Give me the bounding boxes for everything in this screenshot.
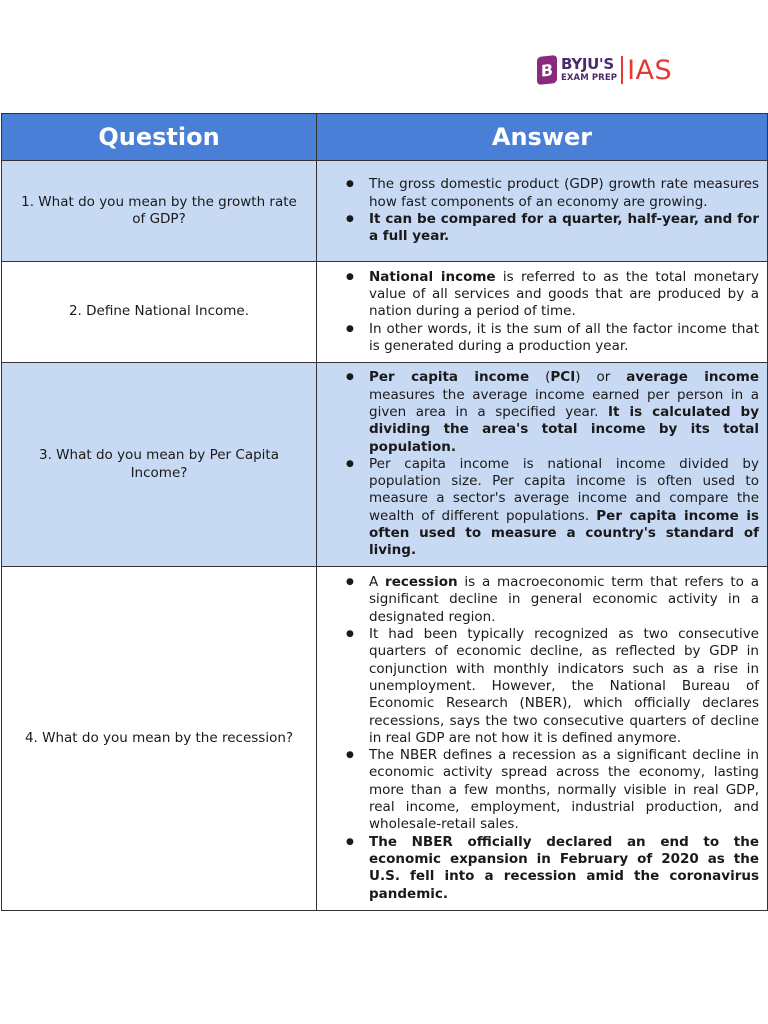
answer-bullet: [369, 834, 759, 903]
answer-bullet: [369, 574, 759, 626]
answer-cell: [317, 262, 768, 363]
answer-header: Answer: [317, 114, 768, 161]
answer-bullet: [369, 747, 759, 833]
answer-text: It had been typically recognized as two consecutive quarters of economic decline, as reflected by GDP in conjunction with monthly indicators such as a rise in unemployment. However, the National Bureau of Economic Research (NBER), which officially declares recessions, says the two consecutive quarters of decline in real GDP are not how it is defined anymore.: [369, 626, 759, 746]
answer-bold-text: The NBER officially declared an end to the economic expansion in February of 2020 as the U.S. fell into a recession amid the coronavirus pandemic.: [369, 833, 759, 902]
logo-subtitle: EXAM PREP: [561, 73, 618, 84]
table-row: [2, 363, 768, 567]
answer-bold-text: National income: [369, 268, 496, 285]
table-row: [2, 567, 768, 911]
question-cell: 2. Define National Income.: [2, 262, 317, 363]
answer-text: The gross domestic product (GDP) growth rate measures how fast components of an economy are growing.: [369, 176, 759, 210]
answer-cell: [317, 161, 768, 262]
answer-bold-text: PCI: [550, 369, 576, 386]
question-cell: 3. What do you mean by Per Capita Income?: [2, 363, 317, 567]
table-row: [2, 161, 768, 262]
answer-text: measures the average income earned per person in a given area in a specified year.: [369, 386, 759, 420]
answer-text: is referred to as the total monetary value of all services and goods that are produced by a nation during a period of time.: [369, 268, 759, 320]
table-header-row: [2, 114, 768, 161]
answer-bullet: [369, 626, 759, 747]
answer-bold-text: It is calculated by dividing the area's total income by its total population.: [369, 403, 759, 455]
table-row: [2, 262, 768, 363]
answer-text: In other words, it is the sum of all the factor income that is generated during a production year.: [369, 320, 759, 354]
answer-bold-text: recession: [385, 574, 458, 591]
answer-text: A: [369, 574, 386, 591]
answer-list: [317, 269, 759, 355]
answer-cell: [317, 363, 768, 567]
logo-ias: IAS: [627, 54, 673, 86]
answer-text: is a macroeconomic term that refers to a significant decline in general economic activity in a designated region.: [369, 574, 759, 625]
answer-text: (: [529, 369, 551, 386]
byjus-ias-logo: [537, 53, 677, 87]
byjus-logo-icon: B: [537, 55, 557, 85]
qa-table: [1, 113, 768, 911]
answer-bold-text: It can be compared for a quarter, half-year, and for a full year.: [369, 211, 759, 245]
logo-brand: BYJU'S: [561, 55, 614, 74]
answer-bullet: [369, 369, 759, 455]
question-cell: 4. What do you mean by the recession?: [2, 567, 317, 911]
answer-bold-text: Per capita income is often used to measure a country's standard of living.: [369, 507, 759, 559]
answer-list: [317, 369, 759, 559]
answer-cell: [317, 567, 768, 911]
answer-bullet: [369, 269, 759, 321]
answer-bullet: [369, 456, 759, 560]
answer-list: [317, 574, 759, 903]
answer-bold-text: average income: [626, 369, 759, 386]
answer-bold-text: Per capita income: [369, 369, 530, 386]
answer-list: [317, 176, 759, 245]
answer-text: Per capita income is national income divided by population size. Per capita income is often used to measure a sector's average income and compare the wealth of different populations.: [369, 455, 759, 524]
question-cell: 1. What do you mean by the growth rate of GDP?: [2, 161, 317, 262]
answer-bullet: [369, 321, 759, 356]
logo-text: [561, 57, 617, 83]
answer-text: ) or: [575, 369, 627, 386]
logo-divider: [621, 56, 623, 84]
answer-bullet: [369, 211, 759, 246]
question-header: Question: [2, 114, 317, 161]
answer-bullet: [369, 176, 759, 211]
answer-text: The NBER defines a recession as a significant decline in economic activity spread across the economy, lasting more than a few months, normally visible in real GDP, real income, employment, industrial production, and wholesale-retail sales.: [369, 747, 759, 833]
